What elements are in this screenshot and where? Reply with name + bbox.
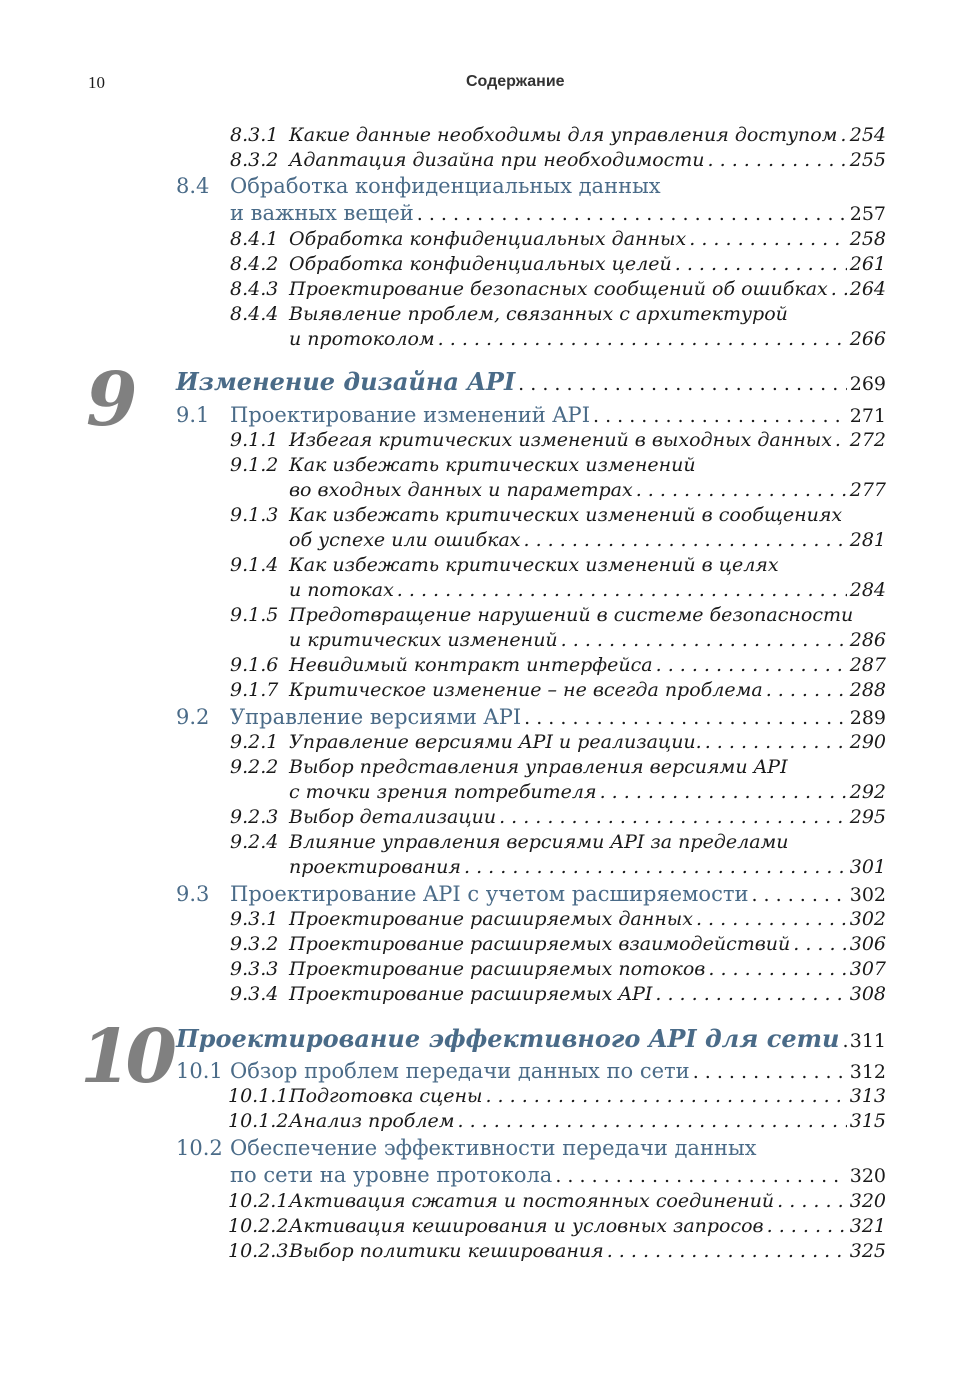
entry-page: 301: [849, 856, 886, 878]
chapter-title: Изменение дизайна API: [176, 367, 516, 396]
toc-entry-9-1-2-cont[interactable]: [289, 479, 886, 501]
entry-number: 9.3: [176, 882, 210, 906]
entry-page: 315: [849, 1110, 886, 1132]
entry-title: Анализ проблем: [289, 1110, 455, 1132]
toc-entry-9-3-1[interactable]: [230, 908, 886, 930]
entry-page: 254: [849, 124, 886, 146]
leader-dots: [705, 731, 847, 753]
toc-entry-8-4-4-cont[interactable]: [289, 328, 886, 350]
entry-number: 8.4.4: [230, 303, 279, 325]
toc-section-8-4-cont[interactable]: [230, 201, 886, 225]
toc-section-10-2-cont[interactable]: [230, 1163, 886, 1187]
entry-page: 284: [849, 579, 886, 601]
entry-title: Управление версиями API и реализации.: [289, 731, 702, 753]
toc-entry-9-3-4[interactable]: [230, 983, 886, 1005]
toc-entry-9-2-3[interactable]: [230, 806, 886, 828]
entry-page: 288: [849, 679, 886, 701]
entry-number: 9.2.3: [230, 806, 279, 828]
entry-title: Обзор проблем передачи данных по сети: [230, 1059, 690, 1083]
entry-title: Невидимый контракт интерфейса: [289, 654, 653, 676]
entry-number: 10.2.3: [228, 1240, 289, 1262]
entry-number: 8.4.3: [230, 278, 279, 300]
entry-title: Управление версиями API: [230, 705, 522, 729]
entry-page: 261: [849, 253, 886, 275]
toc-chapter-10[interactable]: [176, 1024, 886, 1053]
leader-dots: [561, 629, 847, 651]
toc-chapter-9[interactable]: [176, 367, 886, 396]
page-number: 10: [88, 73, 105, 92]
entry-title: Проектирование расширяемых взаимодействий: [289, 933, 791, 955]
entry-page: 257: [849, 203, 886, 225]
entry-page: 313: [849, 1085, 886, 1107]
entry-page: 281: [849, 529, 886, 551]
toc-entry-9-2-4-cont[interactable]: [289, 856, 886, 878]
entry-title-line1: Выбор представления управления версиями API: [289, 756, 788, 778]
leader-dots: [655, 983, 846, 1005]
leader-dots: [636, 479, 847, 501]
entry-number: 10.1.2: [228, 1110, 289, 1132]
entry-title: Проектирование безопасных сообщений об ошибках: [289, 278, 828, 300]
entry-page: 321: [849, 1215, 886, 1237]
leader-dots: [840, 124, 846, 146]
entry-number: 9.2: [176, 705, 210, 729]
leader-dots: [600, 781, 847, 803]
leader-dots: [693, 1061, 847, 1083]
entry-page: 302: [849, 908, 886, 930]
entry-number: 9.3.1: [230, 908, 279, 930]
entry-page: 290: [849, 731, 886, 753]
leader-dots: [607, 1240, 847, 1262]
entry-page: 286: [849, 629, 886, 651]
leader-dots: [555, 1165, 846, 1187]
leader-dots: [689, 228, 846, 250]
running-header-title: Содержание: [466, 73, 565, 90]
entry-title: Адаптация дизайна при необходимости: [289, 149, 705, 171]
entry-title: и важных вещей: [230, 201, 414, 225]
entry-title: с точки зрения потребителя: [289, 781, 597, 803]
entry-number: 10.1: [176, 1059, 223, 1083]
toc-entry-8-4-2[interactable]: [230, 253, 886, 275]
entry-number: 9.1.1: [230, 429, 279, 451]
entry-page: 302: [849, 884, 886, 906]
entry-page: 312: [849, 1061, 886, 1083]
entry-page: 308: [849, 983, 886, 1005]
entry-title: и критических изменений: [289, 629, 558, 651]
toc-entry-8-3-1[interactable]: [230, 124, 886, 146]
entry-title: Избегая критических изменений в выходных данных: [289, 429, 832, 451]
toc-entry-9-1-5[interactable]: [230, 604, 886, 626]
entry-number: 8.3.1: [230, 124, 279, 146]
entry-number: 9.1.5: [230, 604, 279, 626]
entry-title: по сети на уровне протокола: [230, 1163, 553, 1187]
toc-entry-8-3-2[interactable]: [230, 149, 886, 171]
entry-title: Проектирование расширяемых API: [289, 983, 653, 1005]
entry-number: 10.2.2: [228, 1215, 289, 1237]
toc-entry-9-2-4[interactable]: [230, 831, 886, 853]
toc-entry-8-4-3[interactable]: [230, 278, 886, 300]
chapter-9-number: 9: [86, 357, 138, 443]
entry-page: 307: [849, 958, 886, 980]
leader-dots: [464, 856, 847, 878]
entry-title: Обработка конфиденциальных данных: [289, 228, 687, 250]
leader-dots: [499, 806, 847, 828]
entry-title: Какие данные необходимы для управления доступом: [289, 124, 838, 146]
entry-title: Активация сжатия и постоянных соединений: [289, 1190, 775, 1212]
leader-dots: [777, 1190, 847, 1212]
entry-title: об успехе или ошибках: [289, 529, 521, 551]
leader-dots: [524, 707, 847, 729]
entry-title-line1: Выявление проблем, связанных с архитектурой: [289, 303, 788, 325]
chapter-10-number: 10: [80, 1014, 171, 1100]
entry-title-line1: Обработка конфиденциальных данных: [230, 174, 661, 198]
entry-title: и потоках: [289, 579, 394, 601]
toc-entry-8-4-1[interactable]: [230, 228, 886, 250]
toc-entry-10-2-1[interactable]: [228, 1190, 886, 1212]
leader-dots: [438, 328, 847, 350]
entry-title-line1: Обеспечение эффективности передачи данных: [230, 1136, 757, 1160]
entry-title-line1: Как избежать критических изменений: [289, 454, 696, 476]
toc-entry-9-1-3[interactable]: [230, 504, 886, 526]
toc-entry-10-2-3[interactable]: [228, 1240, 886, 1262]
entry-page: 325: [849, 1240, 886, 1262]
toc-entry-10-1-1[interactable]: [228, 1085, 886, 1107]
entry-page: 271: [849, 405, 886, 427]
entry-page: 277: [849, 479, 886, 501]
entry-title: Проектирование расширяемых потоков: [289, 958, 706, 980]
entry-page: 320: [849, 1190, 886, 1212]
toc-section-8-4[interactable]: [176, 174, 886, 198]
leader-dots: [417, 203, 847, 225]
entry-page: 255: [849, 149, 886, 171]
entry-title: Проектирование изменений API: [230, 403, 590, 427]
toc-entry-9-1-4-cont[interactable]: [289, 579, 886, 601]
toc-entry-9-1-1[interactable]: [230, 429, 886, 451]
toc-entry-9-3-2[interactable]: [230, 933, 886, 955]
leader-dots: [458, 1110, 847, 1132]
entry-page: 269: [849, 373, 886, 395]
toc-entry-9-2-2[interactable]: [230, 756, 886, 778]
leader-dots: [397, 579, 847, 601]
entry-number: 10.2.1: [228, 1190, 289, 1212]
entry-number: 9.1.3: [230, 504, 279, 526]
toc-entry-9-1-2[interactable]: [230, 454, 886, 476]
toc-entry-10-2-2[interactable]: [228, 1215, 886, 1237]
entry-title: Критическое изменение – не всегда проблема: [289, 679, 763, 701]
entry-number: 9.1.4: [230, 554, 279, 576]
leader-dots: [675, 253, 847, 275]
entry-number: 9.3.3: [230, 958, 279, 980]
toc-section-9-3[interactable]: [176, 882, 886, 906]
leader-dots: [518, 373, 847, 395]
toc-section-9-2[interactable]: [176, 705, 886, 729]
entry-title-line1: Как избежать критических изменений в сообщениях: [289, 504, 843, 526]
leader-dots: [593, 405, 847, 427]
toc-section-10-1[interactable]: [176, 1059, 886, 1083]
entry-title: во входных данных и параметрах: [289, 479, 633, 501]
entry-title: Обработка конфиденциальных целей: [289, 253, 672, 275]
toc-entry-9-1-3-cont[interactable]: [289, 529, 886, 551]
entry-number: 10.1.1: [228, 1085, 289, 1107]
entry-title-line1: Предотвращение нарушений в системе безопасности: [289, 604, 854, 626]
leader-dots: [766, 679, 847, 701]
entry-number: 9.3.2: [230, 933, 279, 955]
toc-entry-9-1-6[interactable]: [230, 654, 886, 676]
entry-number: 9.3.4: [230, 983, 279, 1005]
entry-number: 8.4: [176, 174, 210, 198]
leader-dots: [835, 429, 847, 451]
entry-title: Выбор детализации: [289, 806, 497, 828]
toc-section-10-2[interactable]: [176, 1136, 886, 1160]
entry-number: 9.1.6: [230, 654, 279, 676]
entry-number: 10.2: [176, 1136, 223, 1160]
leader-dots: [696, 908, 847, 930]
entry-page: 295: [849, 806, 886, 828]
leader-dots: [793, 933, 846, 955]
entry-page: 287: [849, 654, 886, 676]
leader-dots: [485, 1085, 846, 1107]
toc-entry-9-1-5-cont[interactable]: [289, 629, 886, 651]
entry-number: 9.2.1: [230, 731, 279, 753]
toc-entry-9-2-2-cont[interactable]: [289, 781, 886, 803]
leader-dots: [751, 884, 846, 906]
entry-page: 264: [849, 278, 886, 300]
entry-title-line1: Как избежать критических изменений в целях: [289, 554, 779, 576]
entry-number: 8.4.1: [230, 228, 279, 250]
leader-dots: [767, 1215, 847, 1237]
toc-entry-8-4-4[interactable]: [230, 303, 886, 325]
entry-title: Подготовка сцены: [289, 1085, 483, 1107]
entry-number: 9.1.2: [230, 454, 279, 476]
entry-page: 272: [849, 429, 886, 451]
entry-title: Выбор политики кеширования: [289, 1240, 604, 1262]
toc-entry-9-1-7[interactable]: [230, 679, 886, 701]
toc-section-9-1[interactable]: [176, 403, 886, 427]
entry-title: Проектирование API с учетом расширяемости: [230, 882, 749, 906]
toc-entry-9-1-4[interactable]: [230, 554, 886, 576]
entry-page: 306: [849, 933, 886, 955]
leader-dots: [842, 1030, 846, 1052]
toc-entry-10-1-2[interactable]: [228, 1110, 886, 1132]
entry-page: 292: [849, 781, 886, 803]
entry-page: 311: [849, 1030, 886, 1052]
leader-dots: [831, 278, 847, 300]
entry-title: и протоколом: [289, 328, 435, 350]
leader-dots: [656, 654, 847, 676]
entry-number: 9.2.4: [230, 831, 279, 853]
chapter-title: Проектирование эффективного API для сети: [176, 1024, 840, 1053]
entry-title-line1: Влияние управления версиями API за пределами: [289, 831, 789, 853]
toc-entry-9-2-1[interactable]: [230, 731, 886, 753]
leader-dots: [708, 958, 846, 980]
entry-title: Проектирование расширяемых данных: [289, 908, 693, 930]
entry-page: 320: [849, 1165, 886, 1187]
leader-dots: [524, 529, 847, 551]
entry-number: 9.1.7: [230, 679, 279, 701]
entry-page: 289: [849, 707, 886, 729]
entry-number: 9.1: [176, 403, 210, 427]
toc-entry-9-3-3[interactable]: [230, 958, 886, 980]
entry-number: 8.3.2: [230, 149, 279, 171]
entry-number: 9.2.2: [230, 756, 279, 778]
entry-number: 8.4.2: [230, 253, 279, 275]
entry-title: Активация кеширования и условных запросов: [289, 1215, 764, 1237]
entry-page: 258: [849, 228, 886, 250]
entry-page: 266: [849, 328, 886, 350]
leader-dots: [708, 149, 847, 171]
entry-title: проектирования: [289, 856, 462, 878]
